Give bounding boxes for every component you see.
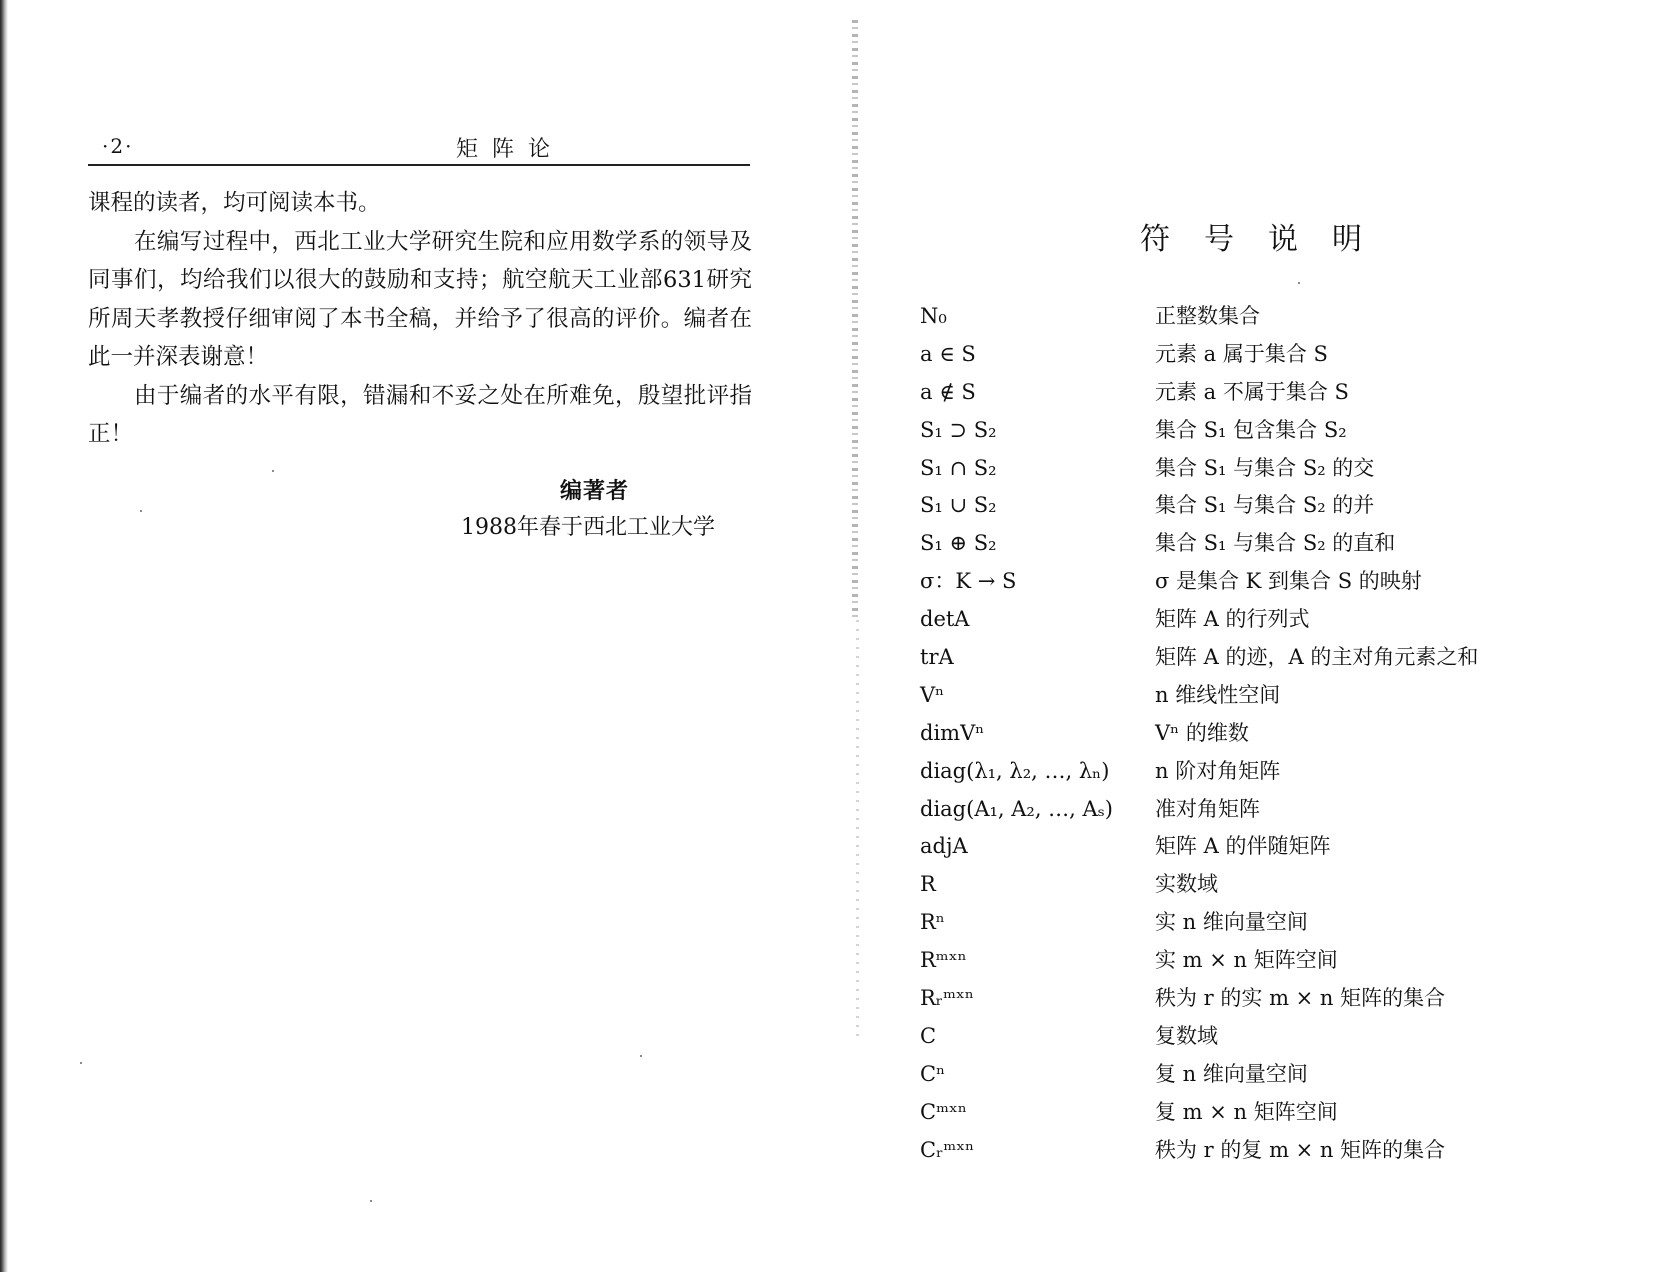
symbol-meaning: 正整数集合	[1155, 304, 1260, 328]
symbol-meaning: Vⁿ 的维数	[1155, 720, 1249, 745]
symbol-meaning: 元素 a 属于集合 S	[1155, 341, 1328, 366]
signature: 编著者	[560, 478, 630, 504]
symbol-row	[920, 715, 1540, 753]
symbol-meaning: 矩阵 A 的伴随矩阵	[1155, 834, 1331, 859]
symbol-row	[920, 904, 1540, 942]
symbol-row	[920, 1018, 1540, 1056]
running-header	[88, 128, 750, 166]
symbol-notation: S₁ ∩ S₂	[920, 455, 997, 480]
symbol-notation: adjA	[920, 834, 968, 859]
symbol-row	[920, 753, 1540, 791]
symbol-notation: S₁ ⊃ S₂	[920, 417, 997, 442]
symbol-notation: N₀	[920, 304, 947, 328]
symbol-row	[920, 563, 1540, 601]
symbol-row	[920, 487, 1540, 525]
scan-speck	[1298, 282, 1300, 284]
page-number: ·2·	[102, 134, 134, 158]
symbol-meaning: 实 m × n 矩阵空间	[1155, 948, 1338, 973]
symbol-meaning: 集合 S₁ 与集合 S₂ 的直和	[1155, 531, 1396, 556]
symbol-row	[920, 980, 1540, 1018]
symbol-notation: diag(λ₁, λ₂, …, λₙ)	[920, 758, 1110, 783]
symbol-meaning: 复 m × n 矩阵空间	[1155, 1099, 1338, 1124]
symbol-notation: R	[920, 872, 936, 897]
symbol-meaning: 秩为 r 的复 m × n 矩阵的集合	[1155, 1137, 1446, 1162]
symbol-meaning: 准对角矩阵	[1155, 796, 1260, 821]
paragraph-3: 由于编者的水平有限，错漏和不妥之处在所难免，殷望批评指正！	[88, 382, 752, 447]
symbol-notation: C	[920, 1023, 937, 1048]
symbol-meaning: n 维线性空间	[1155, 682, 1281, 707]
symbol-row	[920, 942, 1540, 980]
symbol-row	[920, 450, 1540, 488]
symbol-table	[920, 298, 1540, 1169]
symbol-meaning: 复数域	[1155, 1023, 1218, 1048]
symbol-meaning: 集合 S₁ 与集合 S₂ 的交	[1155, 455, 1375, 480]
symbol-row	[920, 1094, 1540, 1132]
symbol-meaning: 实 n 维向量空间	[1155, 910, 1308, 935]
symbol-meaning: 秩为 r 的实 m × n 矩阵的集合	[1155, 986, 1446, 1011]
symbol-meaning: 复 n 维向量空间	[1155, 1061, 1308, 1086]
running-title: 矩阵论	[456, 137, 565, 162]
symbol-meaning: 矩阵 A 的行列式	[1155, 607, 1310, 632]
symbol-meaning: σ 是集合 K 到集合 S 的映射	[1155, 569, 1422, 594]
symbol-row	[920, 791, 1540, 829]
scan-speck	[640, 1055, 642, 1057]
scan-speck	[80, 1062, 82, 1064]
symbol-notation: Cⁿ	[920, 1061, 946, 1086]
symbol-row	[920, 601, 1540, 639]
symbol-notation: a ∉ S	[920, 379, 976, 404]
symbol-row	[920, 525, 1540, 563]
symbol-notation: Cᵐˣⁿ	[920, 1099, 967, 1124]
symbol-notation: Cᵣᵐˣⁿ	[920, 1137, 975, 1162]
symbol-row	[920, 866, 1540, 904]
symbol-row	[920, 828, 1540, 866]
scan-speck	[140, 510, 142, 512]
symbol-row	[920, 639, 1540, 677]
symbol-notation: a ∈ S	[920, 341, 976, 366]
symbol-notation: Vⁿ	[920, 682, 945, 707]
symbol-notation: dimVⁿ	[920, 720, 985, 745]
symbol-notation: diag(A₁, A₂, …, Aₛ)	[920, 796, 1113, 821]
preface-body	[88, 184, 752, 454]
scan-edge-shadow	[0, 0, 8, 1272]
paragraph-1: 课程的读者，均可阅读本书。	[88, 190, 381, 216]
scan-speck	[272, 470, 274, 472]
symbol-notation: Rᵐˣⁿ	[920, 948, 967, 973]
symbol-row	[920, 298, 1540, 336]
symbol-notation: trA	[920, 645, 954, 670]
symbol-meaning: 元素 a 不属于集合 S	[1155, 379, 1349, 404]
symbol-notation: S₁ ∪ S₂	[920, 493, 997, 518]
date-line: 1988年春于西北工业大学	[461, 515, 715, 540]
scan-gutter-shadow	[852, 20, 858, 620]
symbol-notation: σ：K → S	[920, 569, 1017, 594]
symbols-title: 符号说明	[1140, 222, 1396, 257]
symbol-meaning: 矩阵 A 的迹，A 的主对角元素之和	[1155, 645, 1479, 670]
symbol-meaning: 集合 S₁ 包含集合 S₂	[1155, 417, 1347, 442]
symbol-row	[920, 412, 1540, 450]
symbol-notation: detA	[920, 607, 970, 632]
symbol-meaning: n 阶对角矩阵	[1155, 758, 1281, 783]
symbol-notation: Rⁿ	[920, 910, 945, 935]
symbol-meaning: 集合 S₁ 与集合 S₂ 的并	[1155, 493, 1375, 518]
paragraph-2: 在编写过程中，西北工业大学研究生院和应用数学系的领导及同事们，均给我们以很大的鼓励和支持；航空航天工业部631研究所周天孝教授仔细审阅了本书全稿，并给予了很高的评价。编者在此一并深表谢意！	[88, 228, 752, 370]
symbol-notation: S₁ ⊕ S₂	[920, 531, 997, 556]
symbol-meaning: 实数域	[1155, 872, 1218, 897]
scan-gutter-shadow-lower	[856, 620, 859, 1040]
scan-speck	[370, 1200, 372, 1202]
symbol-row	[920, 374, 1540, 412]
symbol-notation: Rᵣᵐˣⁿ	[920, 986, 974, 1011]
symbol-row	[920, 1132, 1540, 1170]
symbol-row	[920, 677, 1540, 715]
symbol-row	[920, 1056, 1540, 1094]
symbol-row	[920, 336, 1540, 374]
